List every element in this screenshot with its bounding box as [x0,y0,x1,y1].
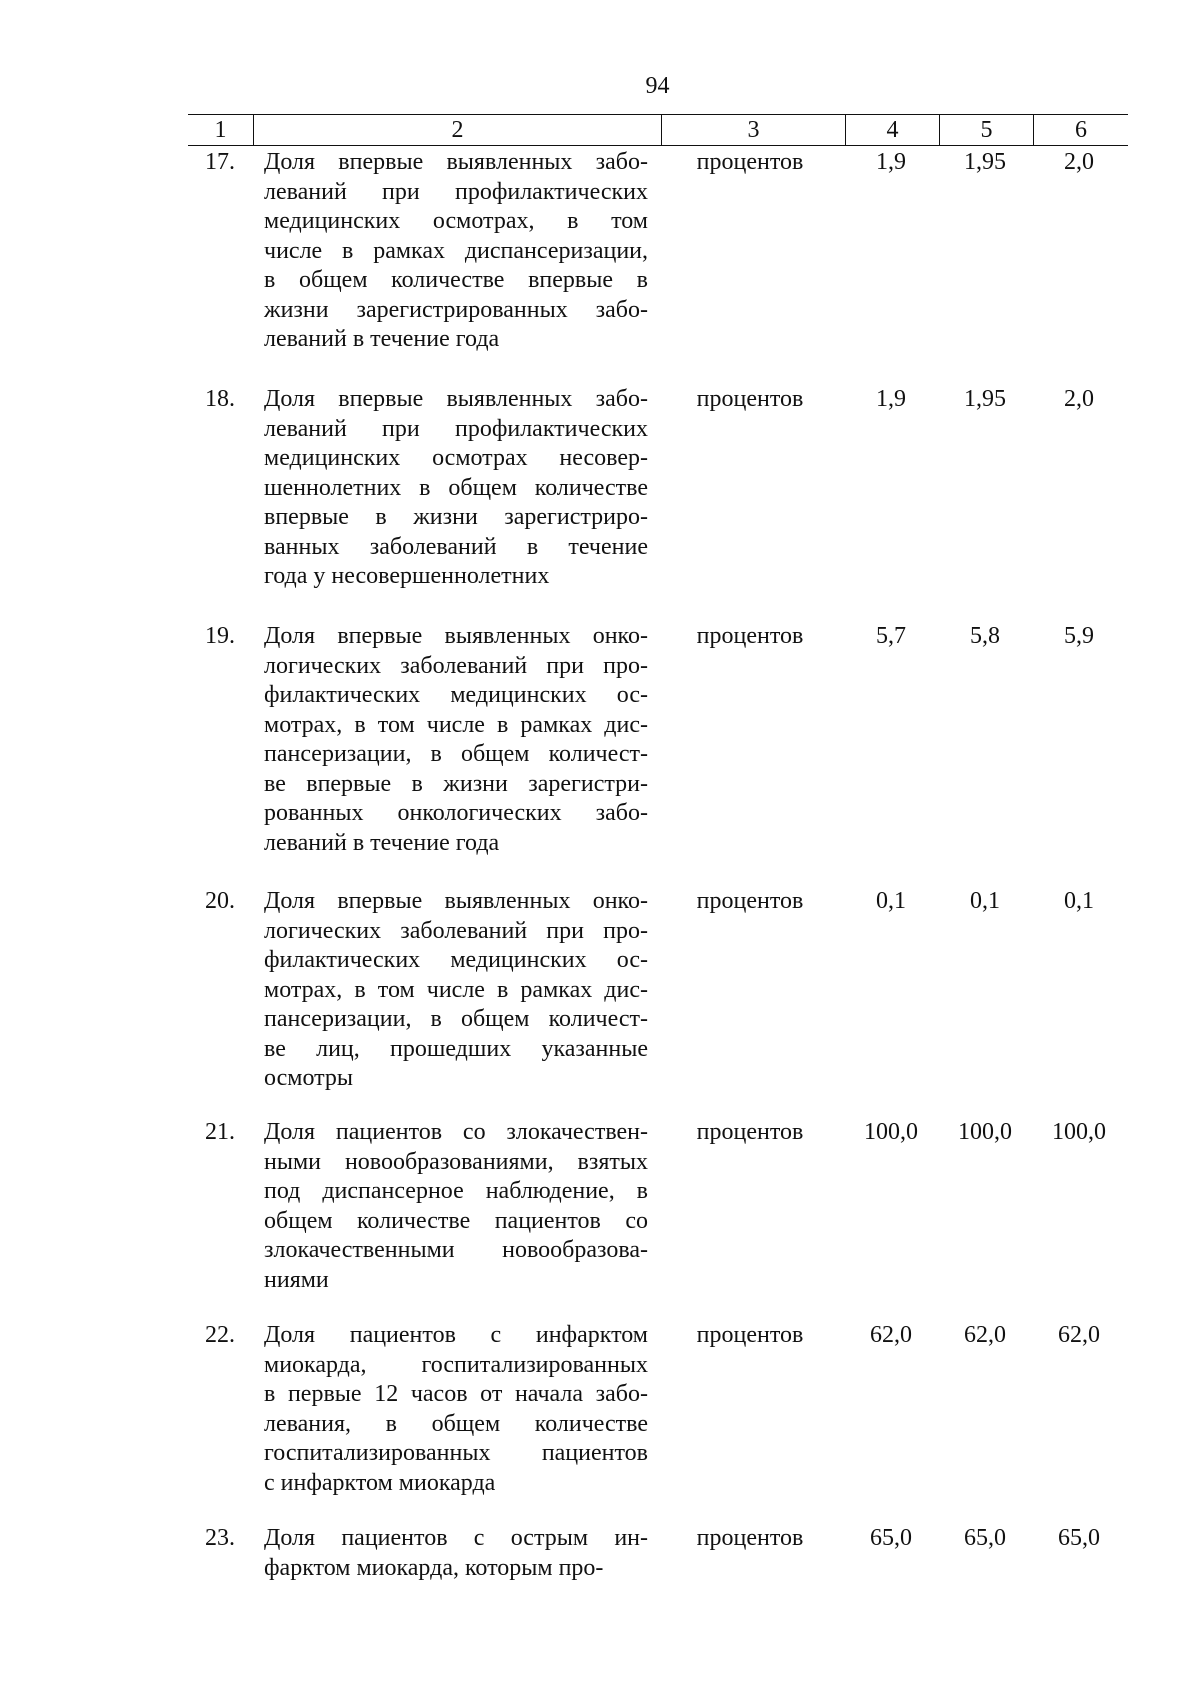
header-col-2: 2 [254,115,662,145]
description-line: числе в рамках диспансеризации, [264,237,648,264]
table-header [188,114,1128,146]
row-number: 19. [205,623,235,649]
row-number: 21. [205,1119,235,1145]
description-line: мотрах, в том числе в рамках дис- [264,976,648,1003]
description-line: в первые 12 часов от начала забо- [264,1381,648,1407]
description-line: осмотры [264,1065,354,1091]
value-cell-v5: 1,95 [964,149,1006,175]
value-cell-v6: 100,0 [1052,1119,1106,1145]
unit-cell: процентов [696,149,804,175]
indicator-description [264,622,648,858]
unit-cell: процентов [696,386,804,412]
description-line: года у несовершеннолетних [264,563,550,589]
value-cell-v6: 5,9 [1064,623,1094,649]
description-line: медицинских осмотрах, в том [264,208,648,234]
description-line: шеннолетних в общем количестве [264,474,648,501]
description-line: Доля пациентов с инфарктом [264,1322,648,1348]
description-line: ными новообразованиями, взятых [264,1148,648,1175]
value-cell-v5: 65,0 [964,1525,1006,1551]
description-line: Доля впервые выявленных забо- [264,386,648,412]
description-line: ве лиц, прошедших указанные [264,1035,648,1062]
description-line: пансеризации, в общем количест- [264,741,648,767]
unit-cell: процентов [696,888,804,914]
description-line: леваний в течение года [264,326,500,352]
description-line: в общем количестве впервые в [264,267,648,293]
description-line: филактических медицинских ос- [264,682,648,708]
value-cell-v5: 0,1 [970,888,1000,914]
description-line: Доля впервые выявленных онко- [264,888,648,914]
description-line: леваний при профилактических [264,178,648,205]
header-col-3: 3 [662,115,846,145]
value-cell-v5: 100,0 [958,1119,1012,1145]
header-col-4: 4 [846,115,940,145]
description-line: пансеризации, в общем количест- [264,1006,648,1032]
description-line: филактических медицинских ос- [264,947,648,973]
value-cell-v5: 1,95 [964,386,1006,412]
description-line: логических заболеваний при про- [264,917,648,944]
value-cell-v6: 2,0 [1064,386,1094,412]
description-line: миокарда, госпитализированных [264,1351,648,1378]
row-number: 18. [205,386,235,412]
value-cell-v6: 0,1 [1064,888,1094,914]
indicator-description [264,1118,648,1295]
description-line: общем количестве пациентов со [264,1207,648,1234]
description-line: фарктом миокарда, которым про- [264,1554,604,1581]
description-line: рованных онкологических забо- [264,800,648,826]
description-line: Доля пациентов с острым ин- [264,1525,648,1551]
value-cell-v5: 5,8 [970,623,1000,649]
description-line: с инфарктом миокарда [264,1469,496,1496]
page-number: 94 [645,73,670,99]
value-cell-v4: 1,9 [876,149,906,175]
description-line: ниями [264,1266,329,1293]
value-cell-v6: 65,0 [1058,1525,1100,1551]
description-line: леваний при профилактических [264,415,648,442]
value-cell-v4: 100,0 [864,1119,918,1145]
description-line: медицинских осмотрах несовер- [264,445,648,471]
header-col-6: 6 [1075,117,1087,143]
description-line: левания, в общем количестве [264,1410,648,1437]
indicator-description [264,887,648,1094]
value-cell-v6: 62,0 [1058,1322,1100,1348]
description-line: Доля впервые выявленных забо- [264,149,648,175]
row-number: 23. [205,1525,235,1551]
description-line: Доля пациентов со злокачествен- [264,1119,648,1145]
value-cell-v4: 65,0 [870,1525,912,1551]
indicator-description [264,385,648,592]
description-line: ванных заболеваний в течение [264,533,648,560]
value-cell-v4: 0,1 [876,888,906,914]
row-number: 22. [205,1322,235,1348]
row-number: 20. [205,888,235,914]
description-line: Доля впервые выявленных онко- [264,623,648,649]
header-col-1: 1 [188,115,254,145]
value-cell-v6: 2,0 [1064,149,1094,175]
unit-cell: процентов [696,1525,804,1551]
value-cell-v4: 1,9 [876,386,906,412]
description-line: злокачественными новообразова- [264,1237,648,1263]
unit-cell: процентов [696,623,804,649]
unit-cell: процентов [696,1322,804,1348]
value-cell-v4: 5,7 [876,623,906,649]
indicator-description [264,148,648,355]
indicator-description [264,1524,648,1583]
value-cell-v5: 62,0 [964,1322,1006,1348]
description-line: госпитализированных пациентов [264,1440,648,1466]
description-line: леваний в течение года [264,829,500,856]
description-line: жизни зарегистрированных забо- [264,296,648,323]
description-line: логических заболеваний при про- [264,652,648,679]
description-line: мотрах, в том числе в рамках дис- [264,711,648,738]
description-line: впервые в жизни зарегистриро- [264,504,648,530]
row-number: 17. [205,149,235,175]
unit-cell: процентов [696,1119,804,1145]
description-line: ве впервые в жизни зарегистри- [264,770,648,797]
value-cell-v4: 62,0 [870,1322,912,1348]
indicator-description [264,1321,648,1498]
header-col-5: 5 [940,115,1034,145]
description-line: под диспансерное наблюдение, в [264,1178,648,1204]
